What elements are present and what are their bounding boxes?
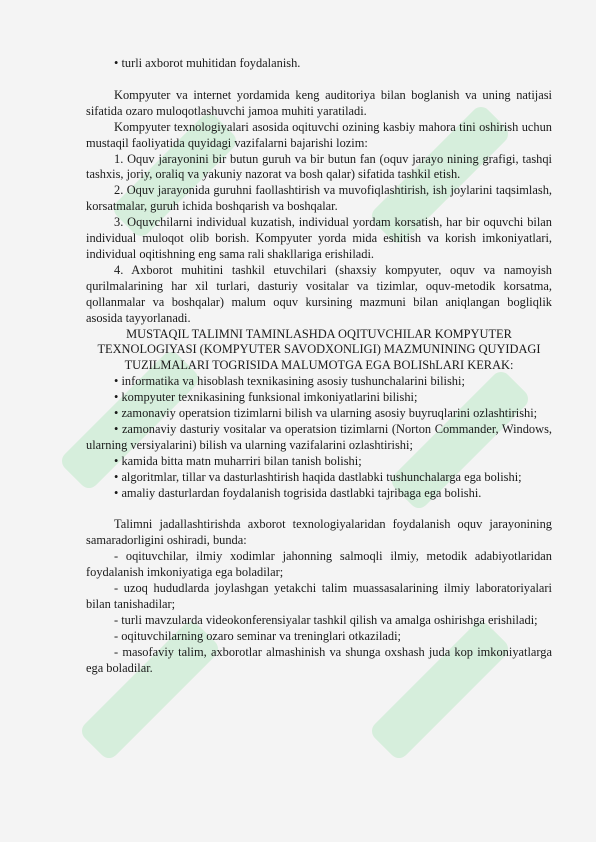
text: zamonaviy dasturiy vositalar va operatsion tizimlarni (Norton Commander, Windows, ularning versiyalarini) bilish va ularning vazifalarini ozlashtirishi; (86, 421, 552, 452)
bullet-icon: • (114, 469, 122, 484)
bullet-icon: • (114, 374, 122, 389)
text: 1. Oquv jarayonini bir butun guruh va bir butun fan (oquv jarayo nining grafigi, tashqi tashxis, joriy, oraliq va yakuniy nazorat va bosh qalar) sifatida tashkil etish. (86, 151, 552, 182)
bullet-icon: • (114, 56, 122, 70)
dash-item (86, 581, 552, 613)
bullet-icon: • (114, 390, 122, 405)
bullet-item (86, 374, 552, 390)
text: masofaviy talim, axborotlar almashinish va shunga oxshash juda kop imkoniyatlarga ega boladilar. (86, 644, 552, 675)
dash-icon: - (114, 581, 124, 596)
text: Kompyuter va internet yordamida keng auditoriya bilan boglanish va uning natijasi sifatida ozaro muloqotlashuvchi jamoa muhiti yaratiladi. (86, 87, 552, 118)
bullet-icon: • (114, 485, 122, 500)
text: uzoq hududlarda joylashgan yetakchi talim muassasalarining ilmiy laboratoriyalari bilan tanishadilar; (86, 581, 552, 611)
text: amaliy dasturlardan foydalanish togrisida dastlabki tajribaga ega bolishi. (121, 485, 482, 500)
bullet-item (86, 454, 552, 470)
paragraph (86, 88, 552, 120)
text: kompyuter texnikasining funksional imkoniyatlarini bilishi; (121, 390, 418, 405)
text: MUSTAQIL TALIMNI TAMINLASHDA OQITUVCHILAR KOMPYUTER TEXNOLOGIYASI (KOMPYUTER SAVODXONLIGI) MAZMUNINING QUYIDAGI TUZILMALARI TOGRISIDA MALUMOTGA EGA BOLIShLARI KERAK: (97, 326, 541, 373)
bullet-item (86, 470, 552, 486)
dash-icon: - (114, 549, 126, 564)
text: kamida bitta matn muharriri bilan tanish bolishi; (121, 453, 362, 468)
dash-item (86, 549, 552, 581)
bullet-item (86, 390, 552, 406)
text: turli mavzularda videokonferensiyalar tashkil qilish va amalga oshirishga erishiladi; (121, 612, 538, 627)
text: algoritmlar, tillar va dasturlashtirish haqida dastlabki tushunchalarga ega bolishi; (121, 469, 522, 484)
text: informatika va hisoblash texnikasining asosiy tushunchalarini bilishi; (121, 374, 465, 389)
text: zamonaviy operatsion tizimlarni bilish va ularning asosiy buyruqlarini ozlashtirishi; (121, 406, 538, 421)
text: turli axborot muhitidan foydalanish. (121, 56, 301, 70)
paragraph (86, 215, 552, 263)
bullet-item (86, 56, 552, 72)
bullet-item (86, 486, 552, 502)
text: Kompyuter texnologiyalari asosida oqituvchi ozining kasbiy mahora tini oshirish uchun mustaqil faoliyatida quyidagi vazifalarni bajarishi lozim: (86, 119, 552, 150)
bullet-icon: • (114, 453, 122, 468)
text: oqituvchilar, ilmiy xodimlar jahonning salmoqli ilmiy, metodik adabiyotlaridan foydalanish imkoniyatiga ega boladilar; (86, 549, 552, 580)
paragraph (86, 183, 552, 215)
text: 4. Axborot muhitini tashkil etuvchilari (shaxsiy kompyuter, oquv va namoyish qurilmalarining har xil turlari, dasturiy vositalar va tizimlar, oquv-metodik korsatma, qollanmalar va boshqalar) malum oquv kursining mazmuni bilan aniqlangan bogliqlik asosida tayyorlanadi. (86, 262, 552, 325)
paragraph-gap (86, 72, 552, 88)
paragraph (86, 152, 552, 184)
bullet-icon: • (114, 406, 122, 421)
section-heading (86, 327, 552, 375)
dash-item (86, 613, 552, 629)
text: oqituvchilarning ozaro seminar va treninglari otkaziladi; (121, 628, 401, 643)
text: 3. Oquvchilarni individual kuzatish, individual yordam korsatish, har bir oquvchi bilan individual muloqot olib borish. Kompyuter yorda mida eshitish va korish imkoniyatlari, individual oqitishning eng sama rali shakllariga erishiladi. (86, 215, 552, 261)
paragraph (86, 263, 552, 327)
text: Talimni jadallashtirishda axborot texnologiyalaridan foydalanish oquv jarayonining samaradorligini oshiradi, bunda: (86, 517, 552, 548)
dash-icon: - (114, 644, 123, 659)
paragraph (86, 120, 552, 152)
bullet-icon: • (114, 421, 122, 436)
dash-icon: - (114, 628, 122, 643)
dash-item (86, 645, 552, 677)
paragraph-gap (86, 501, 552, 517)
document-body (86, 56, 552, 677)
paragraph (86, 517, 552, 549)
dash-icon: - (114, 612, 122, 627)
dash-item (86, 629, 552, 645)
bullet-item (86, 422, 552, 454)
text: 2. Oquv jarayonida guruhni faollashtirish va muvofiqlashtirish, ish joylarini taqsimlash, korsatmalar, guruh ichida boshqarish va boshqalar. (86, 183, 552, 214)
bullet-item (86, 406, 552, 422)
